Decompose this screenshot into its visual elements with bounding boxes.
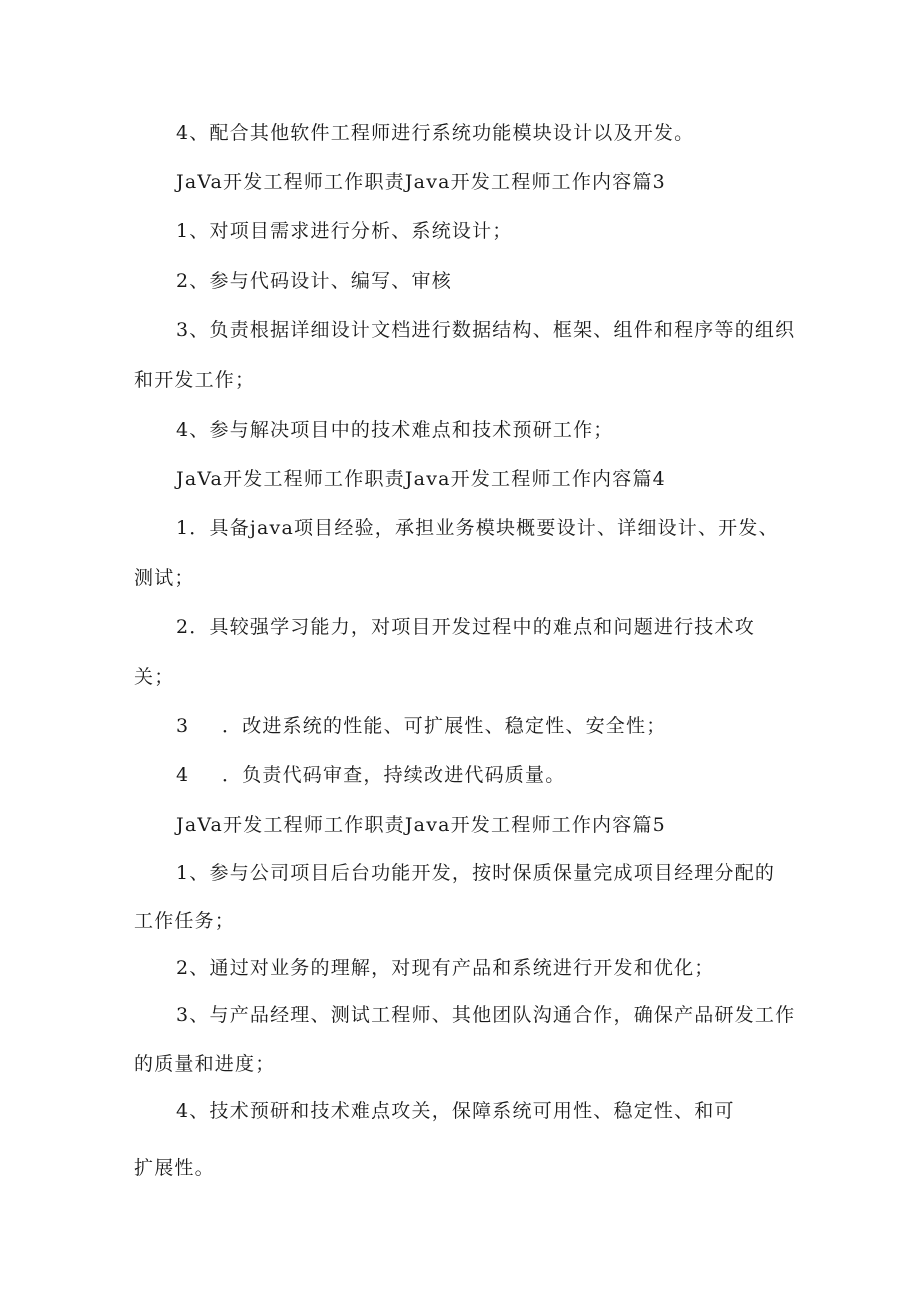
paragraph-line: 4、配合其他软件工程师进行系统功能模块设计以及开发。 [176,122,695,144]
section-heading: JaVa开发工程师工作职责Java开发工程师工作内容篇5 [176,814,666,836]
paragraph-line: 1．具备java项目经验，承担业务模块概要设计、详细设计、开发、 [176,517,779,539]
paragraph-line: ．负责代码审查，持续改进代码质量。 [222,764,566,786]
paragraph-line: 扩展性。 [134,1157,215,1179]
list-number: 3 [176,715,190,737]
paragraph-line: 和开发工作； [134,369,256,391]
paragraph-line: 1、对项目需求进行分析、系统设计； [176,220,513,242]
paragraph-line: 2．具较强学习能力，对项目开发过程中的难点和问题进行技术攻 [176,616,755,638]
list-number: 4 [176,764,190,786]
paragraph-line: 的质量和进度； [134,1053,276,1075]
paragraph-line: 4、技术预研和技术难点攻关，保障系统可用性、稳定性、和可 [176,1100,735,1122]
paragraph-line: 1、参与公司项目后台功能开发，按时保质保量完成项目经理分配的 [176,862,776,884]
paragraph-line: 2、参与代码设计、编写、审核 [176,270,452,292]
section-heading: JaVa开发工程师工作职责Java开发工程师工作内容篇3 [176,171,666,193]
paragraph-line: 2、通过对业务的理解，对现有产品和系统进行开发和优化； [176,957,715,979]
section-heading: JaVa开发工程师工作职责Java开发工程师工作内容篇4 [176,468,666,490]
paragraph-line: 工作任务； [134,910,236,932]
paragraph-line: 关； [134,666,175,688]
paragraph-line: 3、负责根据详细设计文档进行数据结构、框架、组件和程序等的组织 [176,319,796,341]
paragraph-line: 测试； [134,567,195,589]
paragraph-line: ．改进系统的性能、可扩展性、稳定性、安全性； [222,715,667,737]
paragraph-line: 3、与产品经理、测试工程师、其他团队沟通合作，确保产品研发工作 [176,1004,796,1026]
paragraph-line: 4、参与解决项目中的技术难点和技术预研工作； [176,419,614,441]
